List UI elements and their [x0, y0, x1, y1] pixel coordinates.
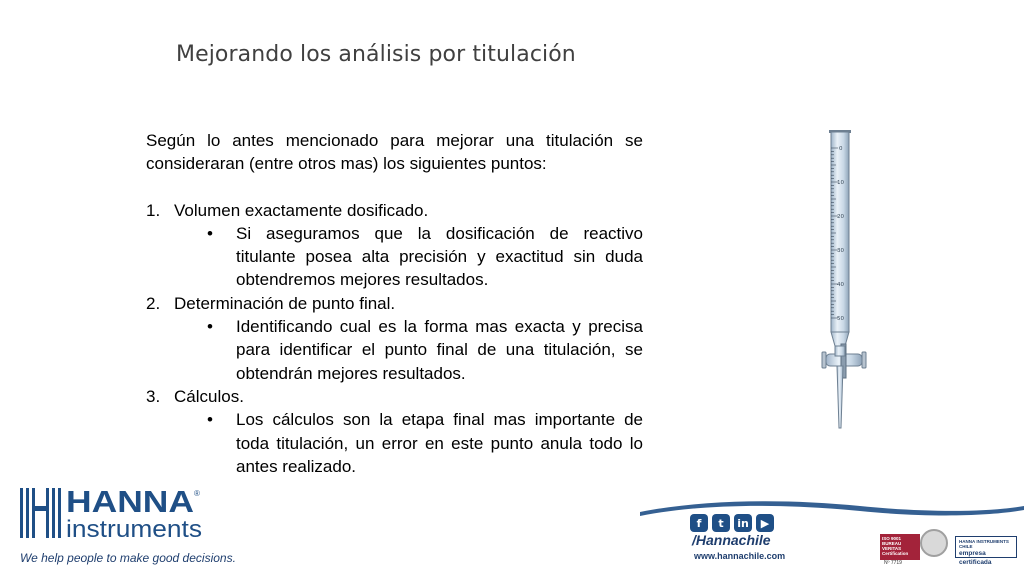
- scale-label: 30: [837, 248, 844, 254]
- list-item-label: Determinación de punto final.: [174, 293, 396, 313]
- list-number: 3.: [146, 386, 161, 406]
- logo-text-hanna: HANNA: [66, 486, 194, 519]
- youtube-icon[interactable]: ▶: [756, 514, 774, 532]
- sub-bullet-1: [207, 222, 643, 292]
- list-item-1: [146, 199, 643, 222]
- sub-bullet-text: Los cálculos son la etapa final mas importante de toda titulación, un error en este punto anula todo lo antes realizado.: [236, 410, 643, 476]
- bullet-glyph: •: [207, 223, 213, 243]
- scale-label: 20: [837, 214, 844, 220]
- list-item-3: [146, 385, 643, 408]
- list-number: 2.: [146, 293, 161, 313]
- cert-line: Certification: [882, 551, 909, 556]
- empresa-label: empresa certificada: [959, 550, 992, 566]
- sub-bullet-text: Identificando cual es la forma mas exacta y precisa para identificar el punto final de una titulación, se obtendrán mejores resultados.: [236, 317, 643, 383]
- cert-line: BUREAU VERITAS: [882, 541, 902, 551]
- empresa-company: HANNA INSTRUMENTS CHILE: [959, 539, 1009, 549]
- bullet-glyph: •: [207, 317, 213, 337]
- scale-label: 10: [837, 180, 844, 186]
- list-item-2: [146, 292, 643, 315]
- twitter-icon[interactable]: t: [712, 514, 730, 532]
- slide-body: [146, 129, 643, 478]
- website-link[interactable]: www.hannachile.com: [694, 551, 786, 561]
- intro-paragraph: Según lo antes mencionado para mejorar una titulación se consideraran (entre otros mas) los siguientes puntos:: [146, 131, 643, 174]
- facebook-icon[interactable]: f: [690, 514, 708, 532]
- certification-seal-icon: [920, 529, 948, 557]
- logo-text-instruments: instruments: [66, 516, 202, 542]
- bullet-glyph: •: [207, 410, 213, 430]
- cert-line: ISO 9001: [882, 536, 902, 541]
- scale-label: 50: [837, 316, 844, 322]
- social-handle: /Hannachile: [692, 532, 771, 548]
- slide-title: Mejorando los análisis por titulación: [176, 42, 576, 67]
- sub-bullet-3: [207, 408, 643, 478]
- list-number: 1.: [146, 200, 161, 220]
- social-icons: [690, 514, 774, 532]
- scale-label: 40: [837, 282, 844, 288]
- list-item-label: Volumen exactamente dosificado.: [174, 200, 429, 220]
- empresa-certificada-badge: [955, 536, 1017, 566]
- registered-mark: ®: [194, 489, 200, 498]
- list-item-label: Cálculos.: [174, 386, 244, 406]
- burette-illustration: [816, 128, 872, 434]
- sub-bullet-2: [207, 315, 643, 385]
- scale-label: 0: [839, 146, 843, 152]
- brand-tagline: We help people to make good decisions.: [20, 551, 236, 565]
- bureau-veritas-cert-badge: [880, 534, 920, 560]
- cert-number: Nº 7719: [884, 560, 902, 566]
- sub-bullet-text: Si aseguramos que la dosificación de reactivo titulante posea alta precisión y exactitud sin duda obtendremos mejores resultados.: [236, 223, 643, 290]
- linkedin-icon[interactable]: in: [734, 514, 752, 532]
- hanna-instruments-logo: [20, 486, 212, 542]
